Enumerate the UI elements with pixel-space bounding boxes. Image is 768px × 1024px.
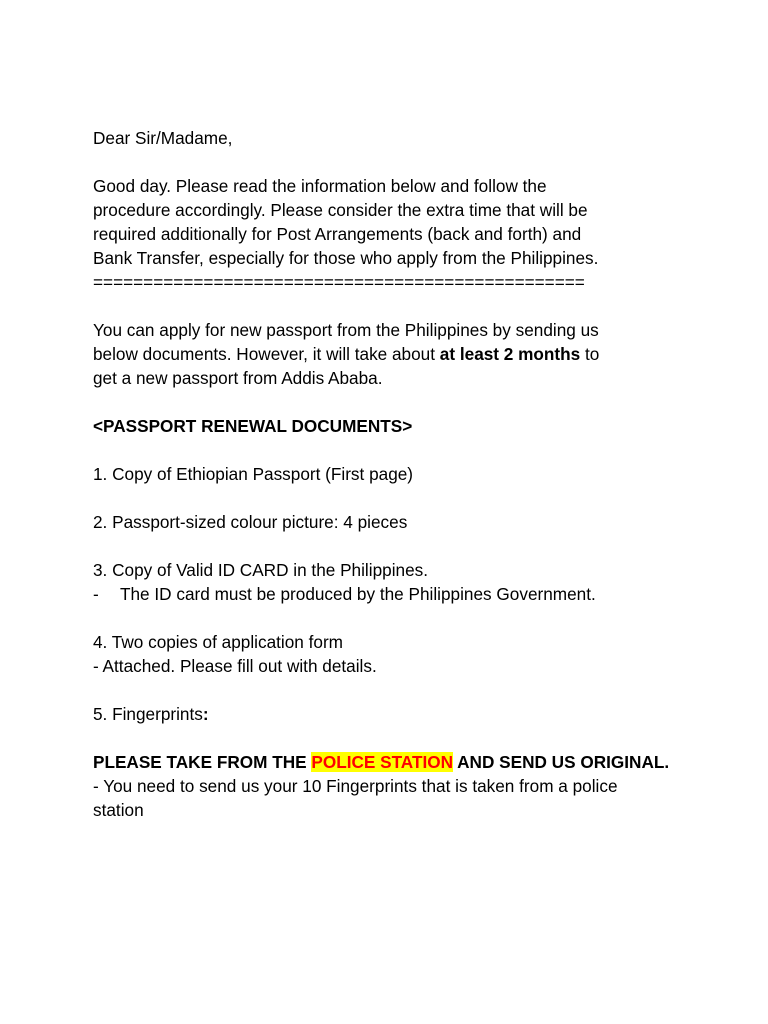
apply-text: below documents. However, it will take about — [93, 344, 440, 364]
spacer — [93, 150, 703, 174]
fingerprint-note: station — [93, 800, 144, 820]
item-text: 5. Fingerprints — [93, 704, 203, 724]
spacer — [93, 606, 703, 630]
document-item-3: 3. Copy of Valid ID CARD in the Philippines. — [93, 560, 428, 580]
item-colon: : — [202, 704, 209, 724]
document-item-5 — [93, 702, 703, 726]
document-item-1: 1. Copy of Ethiopian Passport (First page) — [93, 464, 414, 484]
document-item-4-note: - Attached. Please fill out with details. — [93, 656, 377, 676]
spacer — [93, 294, 703, 318]
intro-line: Bank Transfer, especially for those who apply from the Philippines. — [93, 248, 599, 268]
apply-line — [93, 342, 703, 366]
police-station-highlight: POLICE STATION — [311, 752, 453, 772]
intro-line: Good day. Please read the information below and follow the — [93, 176, 547, 196]
spacer — [93, 678, 703, 702]
spacer — [93, 390, 703, 414]
spacer — [93, 438, 703, 462]
instruction-text: PLEASE TAKE FROM THE — [93, 752, 312, 772]
section-heading: <PASSPORT RENEWAL DOCUMENTS> — [93, 416, 413, 436]
intro-line: procedure accordingly. Please consider the extra time that will be — [93, 200, 588, 220]
apply-text: to — [580, 344, 600, 364]
spacer — [93, 534, 703, 558]
document-item-4: 4. Two copies of application form — [93, 632, 343, 652]
spacer — [93, 486, 703, 510]
fingerprint-note: - You need to send us your 10 Fingerprints that is taken from a police — [93, 776, 618, 796]
dash-bullet: - — [93, 584, 99, 604]
spacer — [93, 726, 703, 750]
duration-emphasis: at least 2 months — [439, 344, 581, 364]
note-text: The ID card must be produced by the Philippines Government. — [120, 584, 596, 604]
police-instruction — [93, 750, 703, 774]
document-item-3-note — [93, 582, 703, 606]
letter-body — [93, 126, 703, 822]
apply-line: get a new passport from Addis Ababa. — [93, 368, 383, 388]
intro-line: required additionally for Post Arrangements (back and forth) and — [93, 224, 582, 244]
instruction-text: AND SEND US ORIGINAL. — [453, 752, 670, 772]
document-item-2: 2. Passport-sized colour picture: 4 pieces — [93, 512, 408, 532]
salutation: Dear Sir/Madame, — [93, 128, 233, 148]
apply-line: You can apply for new passport from the Philippines by sending us — [93, 320, 599, 340]
divider: ================================================= — [93, 272, 585, 292]
